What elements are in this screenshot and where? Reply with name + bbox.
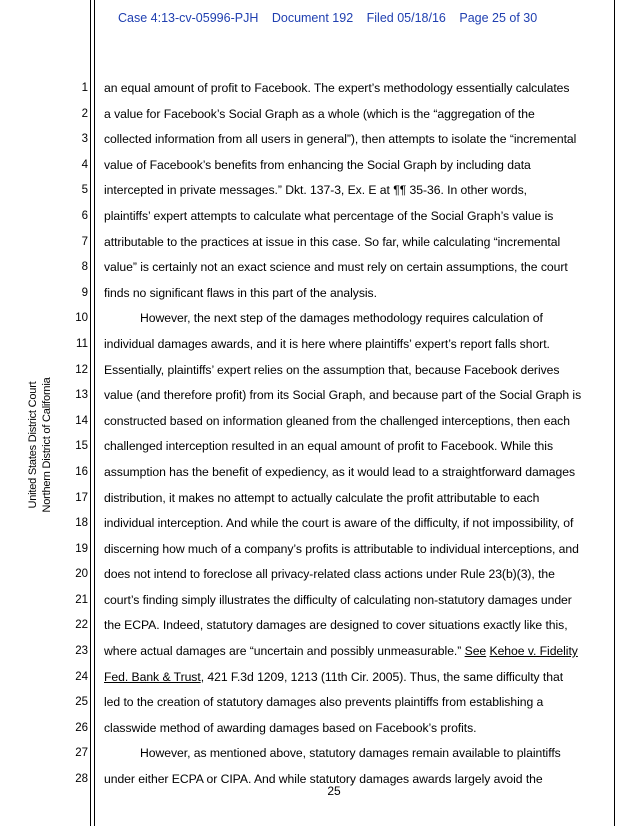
body-text: individual damages awards, and it is here where plaintiffs’ expert’s report falls short. xyxy=(104,336,550,351)
pleading-line xyxy=(0,105,638,131)
pleading-line xyxy=(0,540,638,566)
line-number: 22 xyxy=(75,619,88,632)
line-text xyxy=(104,81,604,95)
pleading-line xyxy=(0,79,638,105)
body-text: attributable to the practices at issue in this case. So far, while calculating “incremental xyxy=(104,234,561,249)
line-number: 17 xyxy=(75,491,88,504)
line-text xyxy=(104,107,604,121)
line-text xyxy=(104,235,604,249)
line-text xyxy=(104,414,604,428)
pleading-line xyxy=(0,156,638,182)
line-text xyxy=(104,132,604,146)
line-text xyxy=(104,363,604,377)
body-text: challenged interception resulted in an equal amount of profit to Facebook. While this xyxy=(104,439,553,454)
line-number: 5 xyxy=(81,184,88,197)
pleading-line xyxy=(0,335,638,361)
line-number: 6 xyxy=(81,209,88,222)
line-number: 12 xyxy=(75,363,88,376)
citation-text: See xyxy=(464,644,487,659)
line-text xyxy=(104,593,604,607)
line-number: 18 xyxy=(75,517,88,530)
pleading-line xyxy=(0,514,638,540)
body-text: a value for Facebook’s Social Graph as a whole (which is the “aggregation of the xyxy=(104,106,535,121)
court-name: United States District Court xyxy=(27,381,39,509)
body-text: led to the creation of statutory damages also prevents plaintiffs from establishing a xyxy=(104,695,544,710)
citation-text: Fed. Bank & Trust xyxy=(104,669,201,684)
pleading-line xyxy=(0,616,638,642)
line-number: 26 xyxy=(75,721,88,734)
pleading-line xyxy=(0,489,638,515)
body-text: Essentially, plaintiffs’ expert relies on the assumption that, because Facebook derives xyxy=(104,362,560,377)
pleading-line xyxy=(0,309,638,335)
body-text: an equal amount of profit to Facebook. The expert’s methodology essentially calculates xyxy=(104,81,570,95)
line-text xyxy=(104,542,604,556)
line-number: 27 xyxy=(75,747,88,760)
line-text xyxy=(104,491,604,505)
line-text xyxy=(104,516,604,530)
pleading-line xyxy=(0,668,638,694)
pleading-line xyxy=(0,181,638,207)
line-number: 8 xyxy=(81,261,88,274)
body-text: value of Facebook’s benefits from enhancing the Social Graph by including data xyxy=(104,157,531,172)
body-text: However, as mentioned above, statutory damages remain available to plaintiffs xyxy=(140,746,561,761)
line-text xyxy=(104,746,638,760)
document-number: Document 192 xyxy=(271,11,354,25)
pleading-line xyxy=(0,130,638,156)
citation-text: Kehoe v. Fidelity xyxy=(489,644,578,659)
pleading-line xyxy=(0,642,638,668)
line-number: 21 xyxy=(75,593,88,606)
body-text: collected information from all users in general”), then attempts to isolate the “incremental xyxy=(104,132,577,147)
line-number: 10 xyxy=(75,312,88,325)
line-number: 1 xyxy=(81,82,88,94)
pleading-line xyxy=(0,744,638,770)
line-text xyxy=(104,388,604,402)
pleading-line xyxy=(0,412,638,438)
line-text xyxy=(104,337,604,351)
line-text xyxy=(104,670,604,684)
body-text: finds no significant flaws in this part of the analysis. xyxy=(104,285,377,300)
pleading-line xyxy=(0,693,638,719)
pleading-line xyxy=(0,719,638,745)
page-indicator: Page 25 of 30 xyxy=(459,11,538,25)
body-text: does not intend to foreclose all privacy-related class actions under Rule 23(b)(3), the xyxy=(104,567,555,582)
line-text xyxy=(104,465,604,479)
body-text: individual interception. And while the court is aware of the difficulty, if not impossibility, of xyxy=(104,516,574,531)
pleading-line xyxy=(0,591,638,617)
line-text xyxy=(104,286,604,300)
body-text: constructed based on information gleaned from the challenged interceptions, then each xyxy=(104,413,570,428)
body-text: , 421 F.3d 1209, 1213 (11th Cir. 2005). Thus, the same difficulty that xyxy=(200,669,564,684)
line-number: 11 xyxy=(76,337,88,350)
line-text xyxy=(104,721,604,735)
line-text xyxy=(104,158,604,172)
line-number: 4 xyxy=(81,158,88,171)
body-text: court’s finding simply illustrates the difficulty of calculating non-statutory damages under xyxy=(104,592,572,607)
page-number: 25 xyxy=(327,784,341,798)
line-number: 20 xyxy=(75,568,88,581)
line-text xyxy=(104,439,604,453)
pleading-line xyxy=(0,565,638,591)
line-number: 7 xyxy=(81,235,88,248)
body-text: plaintiffs’ expert attempts to calculate what percentage of the Social Graph’s value is xyxy=(104,208,554,223)
case-header xyxy=(118,11,538,25)
body-text: distribution, it makes no attempt to actually calculate the profit attributable to each xyxy=(104,490,540,505)
pleading-line xyxy=(0,207,638,233)
line-text xyxy=(104,209,604,223)
line-number: 15 xyxy=(75,440,88,453)
body-text: intercepted in private messages.” Dkt. 137-3, Ex. E at ¶¶ 35-36. In other words, xyxy=(104,183,527,198)
pleading-line xyxy=(0,361,638,387)
body-text: under either ECPA or CIPA. And while statutory damages awards largely avoid the xyxy=(104,772,543,787)
line-text xyxy=(104,183,604,197)
line-number: 14 xyxy=(75,414,88,427)
body-text: value” is certainly not an exact science and must rely on certain assumptions, the court xyxy=(104,260,568,275)
line-text xyxy=(104,260,604,274)
line-text xyxy=(104,567,604,581)
pleading-line xyxy=(0,233,638,259)
line-number: 16 xyxy=(75,465,88,478)
body-text: assumption has the benefit of expediency, as it would lead to a straightforward damages xyxy=(104,464,576,479)
body-text: the ECPA. Indeed, statutory damages are designed to cover situations exactly like this, xyxy=(104,618,568,633)
pleading-line xyxy=(0,284,638,310)
line-number: 9 xyxy=(81,286,88,299)
line-number: 23 xyxy=(75,645,88,658)
line-text xyxy=(104,644,604,658)
pleading-line xyxy=(0,386,638,412)
body-text: discerning how much of a company’s profits is attributable to individual interceptions, and xyxy=(104,541,579,556)
pleading-body xyxy=(0,79,638,796)
body-text: where actual damages are “uncertain and possibly unmeasurable.” xyxy=(104,644,465,659)
body-text: classwide method of awarding damages based on Facebook’s profits. xyxy=(104,720,477,735)
line-number: 2 xyxy=(81,107,88,120)
filed-date: Filed 05/18/16 xyxy=(366,11,446,25)
line-text xyxy=(104,311,638,325)
district-name: Northern District of California xyxy=(41,377,53,513)
pleading-line xyxy=(0,258,638,284)
line-text xyxy=(104,618,604,632)
pleading-line xyxy=(0,437,638,463)
line-number: 25 xyxy=(75,696,88,709)
body-text: However, the next step of the damages methodology requires calculation of xyxy=(140,311,543,326)
case-number: Case 4:13-cv-05996-PJH xyxy=(118,11,259,25)
line-number: 28 xyxy=(75,773,88,786)
line-number: 24 xyxy=(75,670,88,683)
line-number: 19 xyxy=(75,542,88,555)
line-text xyxy=(104,695,604,709)
pleading-line xyxy=(0,463,638,489)
body-text: value (and therefore profit) from its Social Graph, and because part of the Social Graph is xyxy=(104,388,582,403)
line-number: 13 xyxy=(75,389,88,402)
line-number: 3 xyxy=(81,133,88,146)
